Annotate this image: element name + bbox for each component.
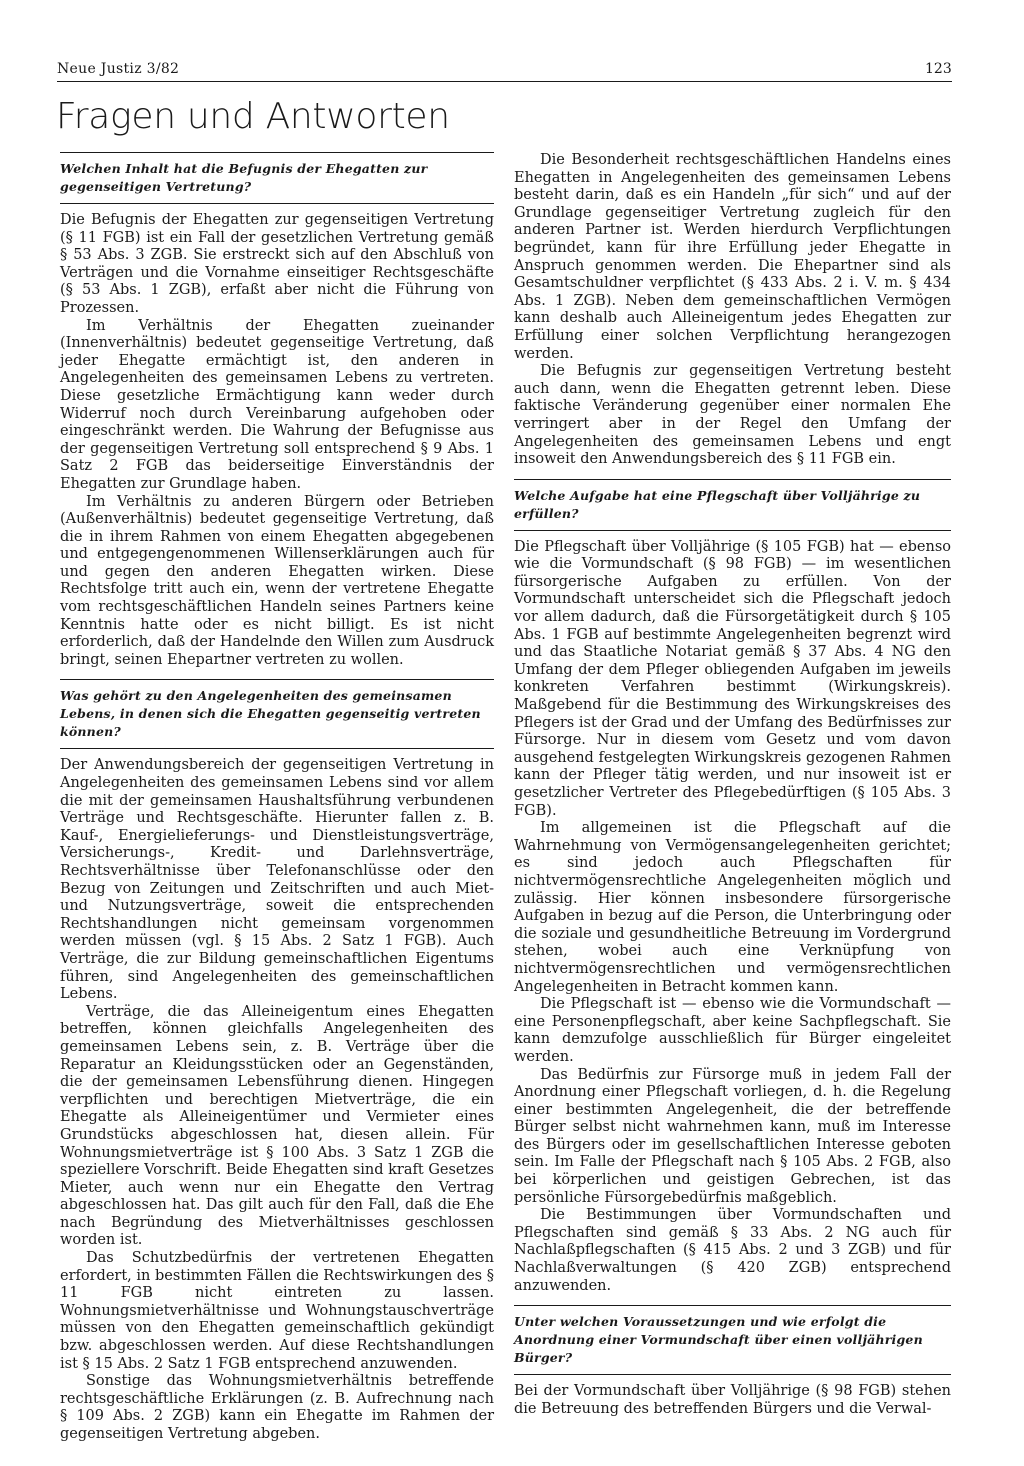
answer-2-paragraph: Der Anwendungsbereich der gegenseitigen Vertretung in Angelegenheiten des gemeinsamen Lebens sind vor allem die mit der gemeinsamen Haushaltsführung verbundenen Verträge und Rechtsgeschäfte. Hierunter fallen z. B. Kauf-, Energielieferungs- und Dienstleistungsverträge, Versicherungs-, Kredit- und Darlehnsverträge, Rechtsverhältnisse über Telefonanschlüsse oder den Bezug von Zeitungen und Zeitschriften und auch Miet- und Nutzungsverträge, soweit die entsprechenden Rechtshandlungen nicht gemeinsam vorgenommen werden müssen (vgl. § 15 Abs. 2 Satz 1 FGB). Auch Verträge, die zur Bildung gemeinschaftlichen Eigentums führen, sind Angelegenheiten des gemeinschaftlichen Lebens. [60,757,494,1003]
answer-2-paragraph: Verträge, die das Alleineigentum eines Ehegatten betreffen, können gleichfalls Angelegenheiten des gemeinsamen Lebens sein, z. B. Verträge über die Reparatur an Kleidungsstücken oder an Gegenständen, die der gemeinsamen Lebensführung dienen. Hingegen verpflichten und berechtigen Mietverträge, die ein Ehegatte als Alleineigentümer und Vermieter eines Grundstücks abgeschlossen hat, diesen allein. Für Wohnungsmietverträge ist § 100 Abs. 3 Satz 1 ZGB die speziellere Vorschrift. Beide Ehegatten sind kraft Gesetzes Mieter, auch wenn nur ein Ehegatte den Vertrag abgeschlossen hat. Das gilt auch für den Fall, daß die Ehe nach Begründung des Mietverhältnisses geschlossen worden ist. [60,1003,494,1249]
answer-2-paragraph: Das Schutzbedürfnis der vertretenen Ehegatten erfordert, in bestimmten Fällen die Rechtswirkungen des § 11 FGB nicht eintreten zu lassen. Wohnungsmietverhältnisse und Wohnungstauschverträge müssen von den Ehegatten gemeinschaftlich gekündigt bzw. abgeschlossen werden. Auf diese Rechtshandlungen ist § 15 Abs. 2 Satz 1 FGB entsprechend anzuwenden. [60,1250,494,1372]
question-2: Was gehört zu den Angelegenheiten des gemeinsamen Lebens, in denen sich die Ehegatten gegenseitig vertreten können? [60,679,494,749]
section-title: Fragen und Antworten [56,96,450,137]
question-4: Unter welchen Voraussetzungen und wie erfolgt die Anordnung einer Vormundschaft über einen volljährigen Bürger? [514,1305,951,1375]
answer-2-continued-paragraph: Die Befugnis zur gegenseitigen Vertretung besteht auch dann, wenn die Ehegatten getrennt leben. Diese faktische Veränderung gegenüber einer normalen Ehe verringert aber in der Regel den Umfang der Angelegenheiten des gemeinsamen Lebens und engt insoweit den Anwendungsbereich des § 11 FGB ein. [514,363,951,468]
answer-3-paragraph: Die Pflegschaft ist — ebenso wie die Vormundschaft — eine Personenpflegschaft, aber keine Sachpflegschaft. Sie kann demzufolge ausschließlich für Bürger eingeleitet werden. [514,996,951,1065]
right-column [514,152,951,1418]
answer-3-paragraph: Die Pflegschaft über Volljährige (§ 105 FGB) hat — ebenso wie die Vormundschaft (§ 98 FGB) — im wesentlichen fürsorgerische Aufgaben zu erfüllen. Von der Vormundschaft unterscheidet sich die Pflegschaft jedoch vor allem dadurch, daß die Fürsorgetätigkeit durch § 105 Abs. 1 FGB auf bestimmte Angelegenheiten begrenzt wird und das Staatliche Notariat gemäß § 37 Abs. 4 NG den Umfang der dem Pfleger obliegenden Aufgaben im jeweils konkreten Verfahren bestimmt (Wirkungskreis). Maßgebend für die Bestimmung des Wirkungskreises des Pflegers ist der Grad und der Umfang des Bedürfnisses zur Fürsorge. Nur in diesem vom Gesetz und vom davon ausgehend festgelegten Wirkungskreis gezogenen Rahmen kann der Pfleger tätig werden, und nur insoweit ist er gesetzlicher Vertreter des Pflegebedürftigen (§ 105 Abs. 3 FGB). [514,538,951,819]
header-rule [57,81,952,82]
answer-3-paragraph: Im allgemeinen ist die Pflegschaft auf die Wahrnehmung von Vermögensangelegenheiten gerichtet; es sind jedoch auch Pflegschaften für nichtvermögensrechtliche Angelegenheiten möglich und zulässig. Hier können insbesondere fürsorgerische Aufgaben in bezug auf die Person, die Unterbringung oder die soziale und gesundheitliche Betreuung im Vordergrund stehen, wobei auch eine Verknüpfung von nichtvermögensrechtlichen und vermögensrechtlichen Angelegenheiten in Betracht kommen kann. [514,820,951,995]
answer-4-paragraph: Bei der Vormundschaft über Volljährige (§ 98 FGB) stehen die Betreuung des betreffenden Bürgers und die Verwal- [514,1383,951,1417]
answer-1-paragraph: Im Verhältnis zu anderen Bürgern oder Betrieben (Außenverhältnis) bedeutet gegenseitige Vertretung, daß die in ihrem Rahmen von einem Ehegatten abgegebenen und entgegengenommenen Willenserklärungen auch für und gegen den anderen Ehegatten wirken. Diese Rechtsfolge tritt auch ein, wenn der vertretene Ehegatte vom rechtsgeschäftlichen Handeln seines Partners keine Kenntnis hatte oder es nicht billigt. Es ist nicht erforderlich, daß der Handelnde den Willen zum Ausdruck bringt, seinen Ehepartner vertreten zu wollen. [60,493,494,668]
question-3: Welche Aufgabe hat eine Pflegschaft über Volljährige zu erfüllen? [514,479,951,531]
question-1: Welchen Inhalt hat die Befugnis der Ehegatten zur gegenseitigen Vertretung? [60,152,494,204]
answer-1-paragraph: Im Verhältnis der Ehegatten zueinander (Innenverhältnis) bedeutet gegenseitige Vertretung, daß jeder Ehegatte ermächtigt ist, den anderen in Angelegenheiten des gemeinsamen Lebens zu vertreten. Diese gesetzliche Ermächtigung kann weder durch Widerruf noch durch Vereinbarung aufgehoben oder eingeschränkt werden. Die Wahrung der Befugnisse aus der gegenseitigen Vertretung soll entsprechend § 9 Abs. 1 Satz 2 FGB das beiderseitige Einverständnis der Ehegatten zur Grundlage haben. [60,317,494,492]
answer-3-paragraph: Das Bedürfnis zur Fürsorge muß in jedem Fall der Anordnung einer Pflegschaft vorliegen, d. h. die Regelung einer bestimmten Angelegenheit, die der betreffende Bürger selbst nicht wahrnehmen kann, muß im Interesse des Bürgers oder im gesellschaftlichen Interesse geboten sein. Im Falle der Pflegschaft nach § 105 Abs. 2 FGB, also bei körperlichen und geistigen Gebrechen, ist das persönliche Fürsorgebedürfnis maßgeblich. [514,1066,951,1206]
answer-1-paragraph: Die Befugnis der Ehegatten zur gegenseitigen Vertretung (§ 11 FGB) ist ein Fall der gesetzlichen Vertretung gemäß § 53 Abs. 3 ZGB. Sie erstreckt sich auf den Abschluß von Verträgen und die Vornahme einseitiger Rechtsgeschäfte (§ 53 Abs. 1 ZGB), erfaßt aber nicht die Führung von Prozessen. [60,212,494,316]
answer-2-continued-paragraph: Die Besonderheit rechtsgeschäftlichen Handelns eines Ehegatten in Angelegenheiten des gemeinsamen Lebens besteht darin, daß es ein Handeln „für sich“ und auf der Grundlage gegenseitiger Vertretung zugleich für den anderen Partner ist. Werden hierdurch Verpflichtungen begründet, kann für ihre Erfüllung jeder Ehegatte in Anspruch genommen werden. Die Ehepartner sind als Gesamtschuldner verpflichtet (§ 433 Abs. 2 i. V. m. § 434 Abs. 1 ZGB). Neben dem gemeinschaftlichen Vermögen kann deshalb auch Alleineigentum jedes Ehegatten zur Erfüllung einer solchen Verpflichtung herangezogen werden. [514,152,951,362]
page-number: 123 [925,61,952,77]
journal-issue: Neue Justiz 3/82 [57,61,180,77]
answer-2-paragraph: Sonstige das Wohnungsmietverhältnis betreffende rechtsgeschäftliche Erklärungen (z. B. Aufrechnung nach § 109 Abs. 2 ZGB) kann ein Ehegatte im Rahmen der gegenseitigen Vertretung abgeben. [60,1373,494,1442]
answer-3-paragraph: Die Bestimmungen über Vormundschaften und Pflegschaften sind gemäß § 33 Abs. 2 NG auch für Nachlaßpflegschaften (§ 415 Abs. 2 und 3 ZGB) und für Nachlaßverwaltungen (§ 420 ZGB) entsprechend anzuwenden. [514,1207,951,1294]
left-column [60,152,494,1444]
